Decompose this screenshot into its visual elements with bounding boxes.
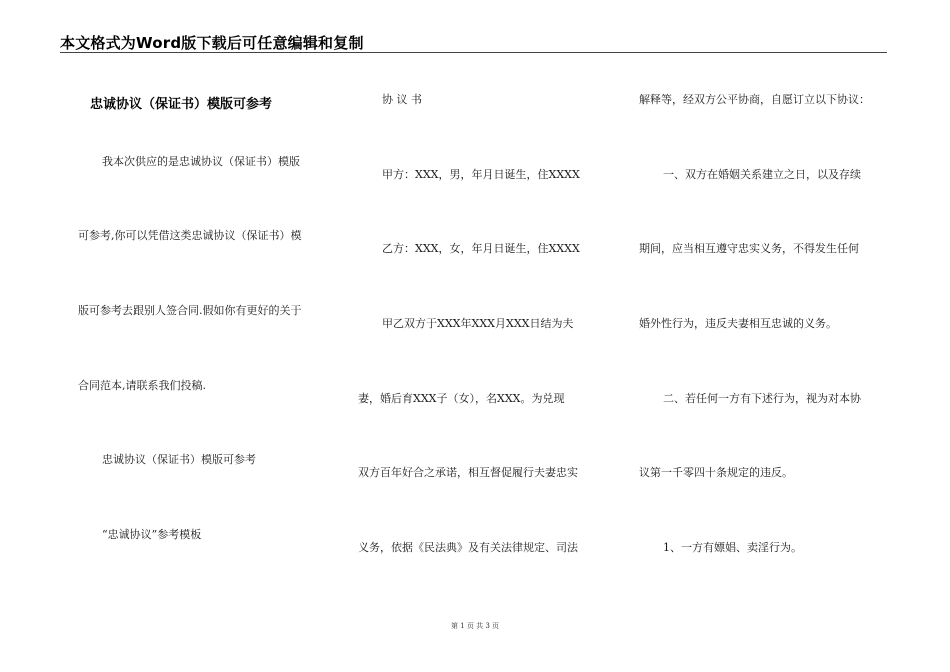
text-line: 乙方：XXX，女，年月日诞生，住XXXX xyxy=(382,242,580,255)
text-line: 协 议 书 xyxy=(382,93,422,106)
document-header-title: 本文格式为Word版下载后可任意编辑和复制 xyxy=(60,34,364,52)
text-line: 二、若任何一方有下述行为，视为对本协 xyxy=(663,392,861,405)
text-line: 期间，应当相互遵守忠实义务，不得发生任何 xyxy=(639,242,859,255)
header-divider xyxy=(60,52,887,53)
text-line: 甲乙双方于XXX年XXX月XXX日结为夫 xyxy=(382,317,574,330)
text-line: 解释等，经双方公平协商，自愿订立以下协议： xyxy=(639,93,870,106)
text-line: 合同范本,请联系我们投稿. xyxy=(78,379,206,392)
text-line: 一、双方在婚姻关系建立之日，以及存续 xyxy=(663,168,861,181)
text-line: 义务，依据《民法典》及有关法律规定、司法 xyxy=(358,541,578,554)
text-line: 甲方：XXX，男，年月日诞生，住XXXX xyxy=(382,168,580,181)
text-line: 我本次供应的是忠诚协议（保证书）模版 xyxy=(102,155,300,168)
text-line: 1、一方有嫖娼、卖淫行为。 xyxy=(663,541,802,554)
text-line: 可参考,你可以凭借这类忠诚协议（保证书）模 xyxy=(78,229,302,242)
text-line: 婚外性行为，违反夫妻相互忠诚的义务。 xyxy=(639,317,837,330)
text-line: “忠诚协议”参考模板 xyxy=(102,528,202,541)
page-number: 第 1 页 共 3 页 xyxy=(450,622,500,630)
text-line: 双方百年好合之承诺，相互督促履行夫妻忠实 xyxy=(358,466,578,479)
text-line: 版可参考去跟别人签合同.假如你有更好的关于 xyxy=(78,304,302,317)
document-title: 忠诚协议（保证书）模版可参考 xyxy=(90,97,273,112)
text-line: 议第一千零四十条规定的违反。 xyxy=(639,466,793,479)
text-line: 忠诚协议（保证书）模版可参考 xyxy=(102,453,256,466)
text-line: 妻，婚后育XXX子（女），名XXX。为兑现 xyxy=(358,392,565,405)
